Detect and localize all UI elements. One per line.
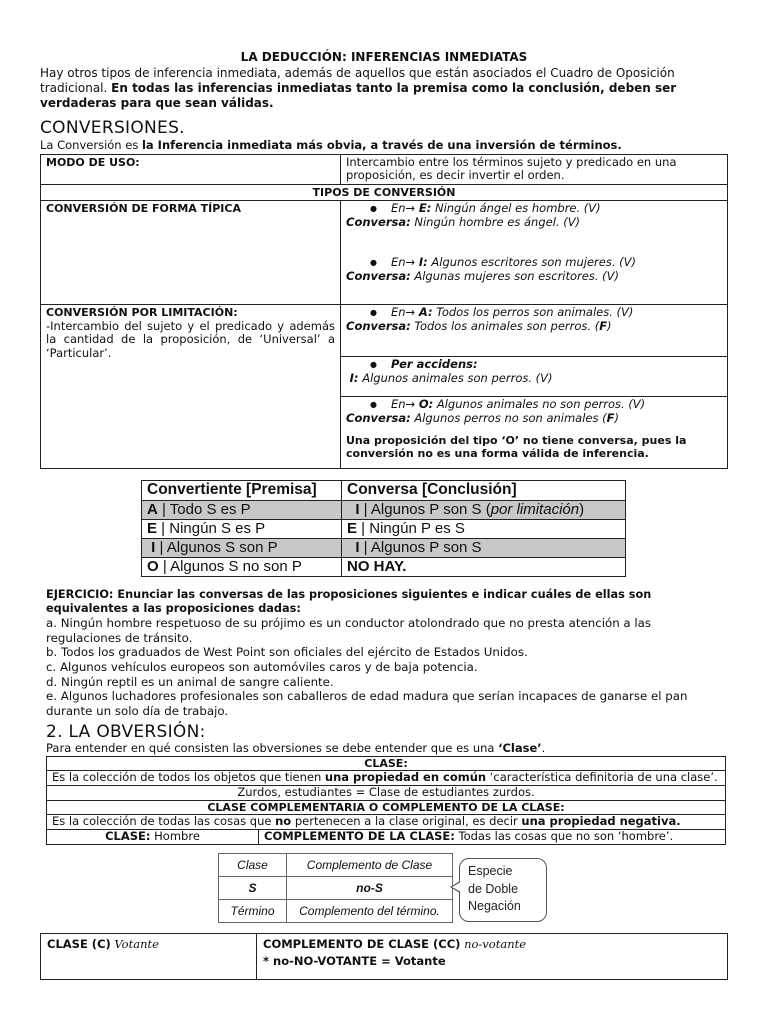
page-title: LA DEDUCCIÓN: INFERENCIAS INMEDIATAS <box>240 50 528 64</box>
limitacion-cell <box>41 305 341 469</box>
letter: A <box>147 500 158 518</box>
sub-end: . <box>541 741 546 756</box>
conversiones-heading: CONVERSIONES. <box>40 118 185 139</box>
row-value: Hombre <box>150 828 200 843</box>
table-row <box>142 500 626 519</box>
limitacion-label: CONVERSIÓN POR LIMITACIÓN: <box>46 306 238 320</box>
text: | Ningún P es S <box>357 519 465 537</box>
conv-label: Conversa: <box>346 411 411 426</box>
intro-text: Hay otros tipos de inferencia inmediata, además de aquellos que están asociados el Cuadro de Oposición tradicional. <box>40 66 675 96</box>
header-conclusion: Conversa [Conclusión] <box>342 481 626 501</box>
tipica-conversa-i <box>346 270 722 284</box>
letter: I <box>355 500 360 518</box>
o-note: Una proposición del tipo ‘O’ no tiene conversa, pues la conversión no es una forma válida de inferencia. <box>346 433 687 461</box>
ex-text: Ningún ángel es hombre. (V) <box>431 201 601 216</box>
clase-definition <box>47 771 726 786</box>
conversiones-subtitle <box>40 139 728 153</box>
tipica-examples <box>341 201 728 305</box>
text: | Algunos P son S ( <box>359 500 491 518</box>
diagram-cell: Complemento del término. <box>287 900 453 923</box>
diagram-cell: Término <box>219 900 287 923</box>
per-label: Per accidens: <box>390 357 478 372</box>
clase-table <box>46 756 726 830</box>
sub-bold: la Inferencia inmediata más obvia, a través de una inversión de términos. <box>141 137 622 152</box>
ex-prefix: En→ <box>390 201 419 216</box>
conv-label: Conversa: <box>346 268 411 283</box>
complement-diagram <box>218 853 453 923</box>
sub-text: La Conversión es <box>40 137 142 152</box>
complemento-votante <box>257 934 728 980</box>
sub-bold: ‘Clase’ <box>498 741 542 756</box>
complemento-hombre <box>259 830 726 844</box>
modo-text: Intercambio entre los términos sujeto y predicado en una proposición, es decir invertir el orden. <box>341 154 728 185</box>
tipica-example-e <box>346 202 722 216</box>
def-no: no <box>275 814 292 829</box>
clase-label: CLASE: <box>47 757 726 771</box>
table-row <box>142 557 626 576</box>
intro-paragraph <box>40 66 728 111</box>
ex-letter: E: <box>418 201 432 216</box>
list-item: e. Algunos luchadores profesionales son caballeros de edad madura que serían incapaces de ganarse el pan durante un solo día de trabajo. <box>46 689 688 718</box>
complemento-label: CLASE COMPLEMENTARIA O COMPLEMENTO DE LA CLASE: <box>47 800 726 814</box>
false-mark: F <box>606 411 615 426</box>
ejercicio-section <box>46 588 726 718</box>
letter: E <box>147 519 158 537</box>
table-row <box>142 519 626 538</box>
conv-end: ) <box>614 411 619 426</box>
row-value: Todas las cosas que no son ‘hombre’. <box>454 828 674 843</box>
ex-prefix: En→ <box>390 254 419 269</box>
sub-text: Para entender en qué consisten las obversiones se debe entender que es una <box>46 741 499 756</box>
conv-text: Algunas mujeres son escritores. (V) <box>410 268 619 283</box>
letter: I <box>355 538 360 556</box>
text: | Algunos P son S <box>359 538 482 556</box>
tipica-conversa-e <box>346 216 722 230</box>
conv-text: Algunos perros no son animales ( <box>410 411 607 426</box>
diagram-cell: no-S <box>287 877 453 900</box>
def-mid: pertenecen a la clase original, es decir <box>291 814 522 829</box>
def-text: Es la colección de todos los objetos que tienen <box>52 770 325 785</box>
ex-text: Algunos animales no son perros. (V) <box>433 397 646 412</box>
tipica-example-i <box>346 256 722 270</box>
obversion-section <box>46 722 726 845</box>
text: | Ningún S es P <box>157 519 266 537</box>
end: ) <box>579 500 585 518</box>
diagram-cell: S <box>219 877 287 900</box>
def-text: Es la colección de todas las cosas que <box>52 814 276 829</box>
diagram-cell: Clase <box>219 854 287 877</box>
per-accidens <box>341 357 728 397</box>
ex-prefix: En→ <box>390 305 419 320</box>
bubble-line: de Doble <box>468 881 519 896</box>
clase-example-row <box>46 830 726 845</box>
def-bold: una propiedad en común <box>324 770 487 785</box>
bubble-line: Especie <box>468 864 513 878</box>
ejercicio-prompt <box>46 588 726 616</box>
text: | Algunos S no son P <box>158 557 302 575</box>
limitacion-desc: -Intercambio del sujeto y el predicado y además la cantidad de la proposición, de ‘Universal’ a ‘Particular’. <box>46 318 335 361</box>
double-negation-rule: * no-NO-VOTANTE = Votante <box>263 953 446 968</box>
list-item: c. Algunos vehículos europeos son automóviles caros y de baja potencia. <box>46 659 478 674</box>
limitacion-example-o <box>341 397 728 469</box>
list-item: d. Ningún reptil es un animal de sangre caliente. <box>46 674 334 689</box>
per-letter: I: <box>349 371 359 386</box>
speech-bubble <box>459 858 547 922</box>
tipica-label: CONVERSIÓN DE FORMA TÍPICA <box>41 201 341 305</box>
ejercicio-text: Enunciar las conversas de las proposiciones siguientes e indicar cuáles de ellas son equivalentes a las proposiciones dadas: <box>46 588 652 615</box>
list-item: b. Todos los graduados de West Point son oficiales del ejército de Estados Unidos. <box>46 645 528 660</box>
votante-table <box>40 933 728 980</box>
header-premisa: Convertiente [Premisa] <box>142 481 342 501</box>
text: NO HAY. <box>347 557 407 575</box>
ex-letter: A: <box>418 305 433 320</box>
cell-value: Votante <box>114 937 159 951</box>
ex-letter: I: <box>418 254 428 269</box>
conv-label: Conversa: <box>346 215 411 230</box>
table-row <box>142 538 626 557</box>
cell-value: no-votante <box>464 937 527 951</box>
obversion-subtitle <box>46 742 726 756</box>
letter: O <box>147 557 159 575</box>
false-mark: F <box>599 319 608 334</box>
clase-votante <box>41 934 257 980</box>
def-end: ‘característica definitoria de una clase’. <box>486 770 718 785</box>
document-page <box>40 50 728 469</box>
clase-hombre <box>47 830 259 844</box>
complemento-definition <box>47 815 726 830</box>
ex-text: Todos los perros son animales. (V) <box>432 305 634 320</box>
modo-label: MODO DE USO: <box>41 154 341 185</box>
obversion-heading: 2. LA OBVERSIÓN: <box>46 722 206 742</box>
conversion-table <box>40 154 728 470</box>
conv-text: Todos los animales son perros. ( <box>410 319 600 334</box>
conversion-summary-table <box>141 480 626 577</box>
ex-letter: O: <box>418 397 434 412</box>
row-label: COMPLEMENTO DE LA CLASE: <box>264 828 455 843</box>
ejercicio-label: EJERCICIO: <box>46 588 114 601</box>
row-label: CLASE: <box>105 828 151 843</box>
limitacion-example-a <box>341 305 728 357</box>
def-bold: una propiedad negativa. <box>521 814 681 829</box>
cell-label: CLASE (C) <box>47 937 111 951</box>
ex-prefix: En→ <box>390 397 419 412</box>
text: | Todo S es P <box>157 500 251 518</box>
conv-end: ) <box>607 319 612 334</box>
letter: E <box>347 519 358 537</box>
clase-example: Zurdos, estudiantes = Clase de estudiantes zurdos. <box>47 786 726 801</box>
cell-label: COMPLEMENTO DE CLASE (CC) <box>263 937 461 951</box>
ex-text: Algunos escritores son mujeres. (V) <box>427 254 636 269</box>
italic: por limitación <box>490 500 580 518</box>
conv-label: Conversa: <box>346 319 411 334</box>
text: | Algunos S son P <box>155 538 278 556</box>
intro-bold-text: En todas las inferencias inmediatas tanto la premisa como la conclusión, deben ser verdaderas para que sean válidas. <box>40 81 677 111</box>
conv-text: Ningún hombre es ángel. (V) <box>410 215 581 230</box>
per-text: Algunos animales son perros. (V) <box>358 371 553 386</box>
list-item: a. Ningún hombre respetuoso de su prójimo es un conductor atolondrado que no presta atención a las regulaciones de tránsito. <box>46 616 652 645</box>
letter: I <box>151 538 156 556</box>
bubble-line: Negación <box>468 899 521 913</box>
diagram-cell: Complemento de Clase <box>287 854 453 877</box>
tipos-label: TIPOS DE CONVERSIÓN <box>41 185 728 201</box>
